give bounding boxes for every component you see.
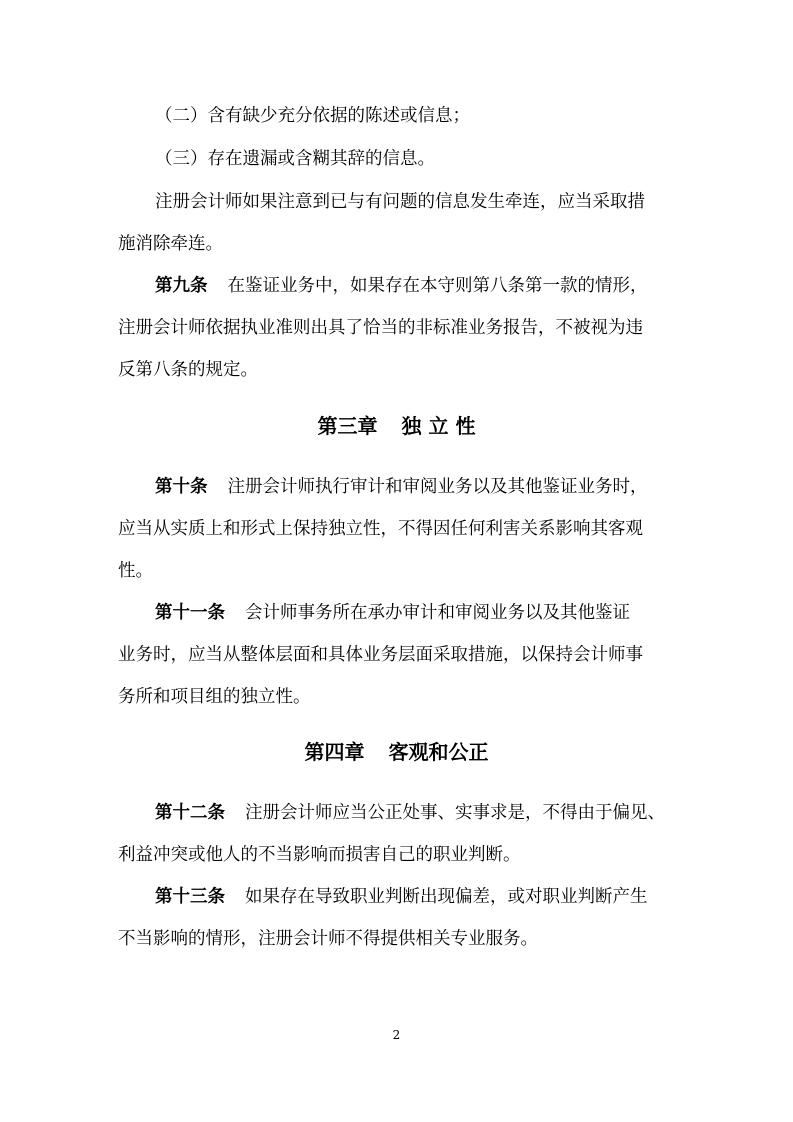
chapter-3-heading	[0, 414, 793, 438]
article-10-line: 性。	[118, 561, 153, 581]
list-item-2: （二）含有缺少充分依据的陈述或信息；	[155, 106, 470, 126]
list-item-3: （三）存在遗漏或含糊其辞的信息。	[155, 149, 435, 169]
chapter-3-label: 第三章	[317, 414, 378, 438]
article-9-text: 在鉴证业务中，如果存在本守则第八条第一款的情形，	[227, 276, 648, 296]
chapter-4-title: 客观和公正	[388, 740, 489, 764]
article-11-title: 第十一条	[155, 603, 225, 623]
article-13-text: 如果存在导致职业判断出现偏差，或对职业判断产生	[245, 887, 648, 907]
article-11-line	[155, 602, 675, 624]
article-9-line	[155, 275, 675, 297]
paragraph-line: 注册会计师如果注意到已与有问题的信息发生牵连，应当采取措	[155, 192, 645, 212]
article-9-line: 反第八条的规定。	[118, 360, 258, 380]
article-12-line	[155, 802, 675, 824]
article-13-title: 第十三条	[155, 887, 225, 907]
article-12-line: 利益冲突或他人的不当影响而损害自己的职业判断。	[118, 845, 521, 865]
article-10-line	[155, 476, 675, 498]
chapter-4-label: 第四章	[304, 740, 365, 764]
page-number: 2	[392, 1028, 401, 1042]
chapter-3-title: 独 立 性	[401, 414, 476, 438]
article-10-line: 应当从实质上和形式上保持独立性，不得因任何利害关系影响其客观	[118, 519, 643, 539]
article-9-line: 注册会计师依据执业准则出具了恰当的非标准业务报告，不被视为违	[118, 318, 643, 338]
article-12-text: 注册会计师应当公正处事、实事求是，不得由于偏见、	[245, 803, 665, 823]
article-10-title: 第十条	[155, 477, 208, 497]
chapter-4-heading	[0, 740, 793, 764]
article-11-line: 业务时，应当从整体层面和具体业务层面采取措施，以保持会计师事	[118, 645, 643, 665]
article-12-title: 第十二条	[155, 803, 225, 823]
article-11-line: 务所和项目组的独立性。	[118, 687, 311, 707]
article-10-text: 注册会计师执行审计和审阅业务以及其他鉴证业务时，	[227, 477, 648, 497]
article-13-line: 不当影响的情形，注册会计师不得提供相关专业服务。	[118, 929, 538, 949]
paragraph-line: 施消除牵连。	[118, 234, 223, 254]
article-13-line	[155, 886, 675, 908]
article-9-title: 第九条	[155, 276, 208, 296]
article-11-text: 会计师事务所在承办审计和审阅业务以及其他鉴证	[245, 603, 630, 623]
